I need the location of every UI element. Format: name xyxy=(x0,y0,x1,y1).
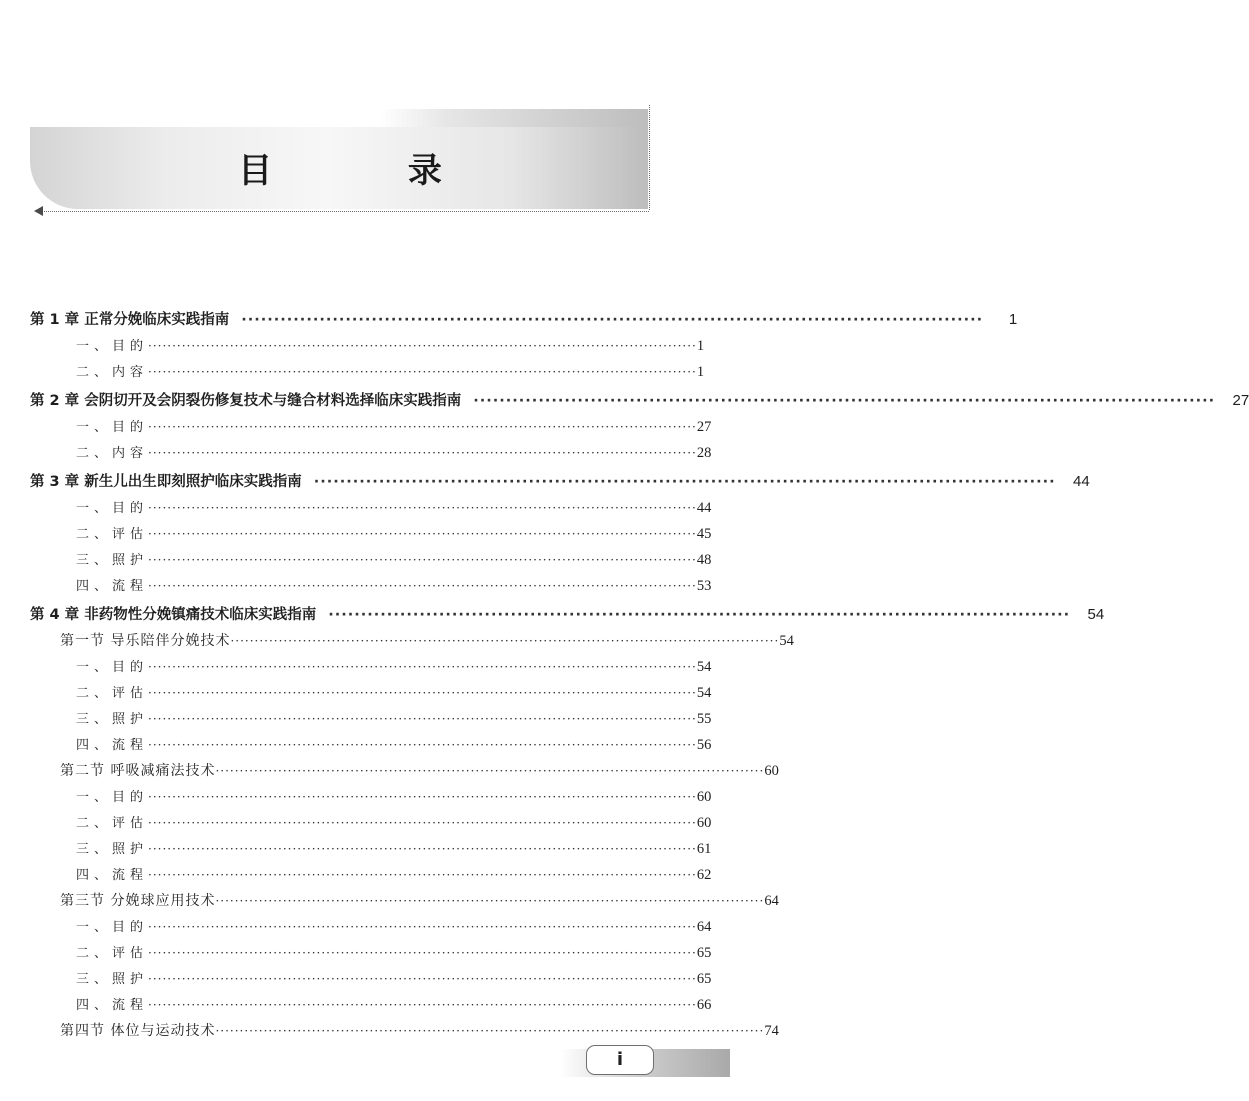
toc-page-number: 54 xyxy=(696,659,712,675)
toc-section-row xyxy=(30,628,794,654)
toc-item-row xyxy=(30,521,712,547)
toc-item-title: 三、照护 xyxy=(76,712,149,727)
table-of-contents xyxy=(30,305,1249,1044)
toc-item-row xyxy=(30,836,712,862)
dot-leader: ·················································································································· xyxy=(148,501,697,515)
toc-item-row xyxy=(30,862,712,888)
dot-leader: ·················································································································· xyxy=(215,764,765,778)
toc-page-number: 65 xyxy=(696,945,712,961)
toc-page-number: 27 xyxy=(696,419,712,435)
dot-leader: ·················································································································· xyxy=(148,972,697,986)
toc-item-title: 一、目的 xyxy=(76,920,149,935)
toc-item-row xyxy=(30,914,712,940)
toc-item-title: 一、目的 xyxy=(76,420,149,435)
banner-dotted-border-bottom xyxy=(42,211,649,212)
toc-item-title: 四、流程 xyxy=(76,579,149,594)
dot-leader: ·················································································································· xyxy=(148,790,697,804)
dot-leader: ·················································································································· xyxy=(241,312,984,328)
toc-item-title: 二、内容 xyxy=(76,365,149,380)
toc-page-number: 54 xyxy=(1087,606,1105,623)
toc-page-number: 64 xyxy=(696,919,712,935)
toc-item-row xyxy=(30,573,712,599)
toc-item-title: 二、评估 xyxy=(76,816,149,831)
toc-page-number: 61 xyxy=(696,841,712,857)
toc-item-row xyxy=(30,940,712,966)
dot-leader: ·················································································································· xyxy=(148,738,697,752)
dot-leader: ·················································································································· xyxy=(148,998,697,1012)
toc-item-title: 二、评估 xyxy=(76,686,149,701)
toc-item-row xyxy=(30,992,712,1018)
dot-leader: ·················································································································· xyxy=(215,1024,765,1038)
toc-section-title: 第二节 呼吸减痛法技术 xyxy=(60,763,216,779)
toc-page-number: 53 xyxy=(696,578,712,594)
dot-leader: ·················································································································· xyxy=(473,393,1216,409)
toc-item-row xyxy=(30,810,712,836)
toc-section-row xyxy=(30,888,779,914)
toc-chapter-row xyxy=(30,388,1249,414)
toc-page-number: 44 xyxy=(696,500,712,516)
dot-leader: ·················································································································· xyxy=(215,894,765,908)
title-banner-top-strip xyxy=(380,109,648,127)
toc-chapter-row xyxy=(30,602,1105,628)
toc-section-title: 第三节 分娩球应用技术 xyxy=(60,893,216,909)
toc-page-number: 44 xyxy=(1073,473,1090,490)
toc-page-number: 1 xyxy=(1008,311,1018,328)
dot-leader: ·················································································································· xyxy=(148,868,697,882)
toc-item-row xyxy=(30,495,712,521)
toc-item-row xyxy=(30,680,712,706)
toc-item-title: 三、照护 xyxy=(76,972,149,987)
dot-leader: ·················································································································· xyxy=(148,420,697,434)
toc-page-number: 45 xyxy=(696,526,712,542)
toc-page-number: 48 xyxy=(696,552,712,568)
toc-page-number: 60 xyxy=(764,763,779,779)
dot-leader: ·················································································································· xyxy=(148,365,697,379)
toc-page-number: 1 xyxy=(696,364,705,380)
dot-leader: ·················································································································· xyxy=(148,946,697,960)
toc-item-title: 四、流程 xyxy=(76,868,149,883)
toc-page-number: 60 xyxy=(696,815,712,831)
toc-item-title: 一、目的 xyxy=(76,790,149,805)
dot-leader: ·················································································································· xyxy=(148,660,697,674)
toc-page-number: 54 xyxy=(696,685,712,701)
toc-page-number: 62 xyxy=(696,867,712,883)
toc-item-row xyxy=(30,440,712,466)
toc-item-title: 二、评估 xyxy=(76,946,149,961)
toc-item-title: 二、内容 xyxy=(76,446,149,461)
toc-chapter-row xyxy=(30,307,1018,333)
toc-page-number: 1 xyxy=(696,338,705,354)
toc-item-title: 三、照护 xyxy=(76,553,149,568)
toc-item-row xyxy=(30,359,705,385)
dot-leader: ·················································································································· xyxy=(148,553,697,567)
arrow-left-icon xyxy=(34,206,43,216)
toc-page-number: 74 xyxy=(764,1023,779,1039)
dot-leader: ·················································································································· xyxy=(148,527,697,541)
dot-leader: ·················································································································· xyxy=(148,339,697,353)
toc-section-row xyxy=(30,758,779,784)
toc-page-number: 54 xyxy=(779,633,794,649)
toc-item-title: 一、目的 xyxy=(76,501,149,516)
dot-leader: ·················································································································· xyxy=(148,579,697,593)
toc-item-title: 四、流程 xyxy=(76,738,149,753)
toc-page-number: 56 xyxy=(696,737,712,753)
toc-item-row xyxy=(30,547,712,573)
toc-page-number: 28 xyxy=(696,445,712,461)
toc-chapter-title: 第 4 章 非药物性分娩镇痛技术临床实践指南 xyxy=(30,607,317,623)
page-number-tab: i xyxy=(586,1045,654,1075)
toc-chapter-title: 第 2 章 会阴切开及会阴裂伤修复技术与缝合材料选择临床实践指南 xyxy=(30,393,462,409)
toc-chapter-row xyxy=(30,469,1090,495)
dot-leader: ·················································································································· xyxy=(313,474,1056,490)
dot-leader: ·················································································································· xyxy=(328,607,1071,623)
toc-item-title: 一、目的 xyxy=(76,660,149,675)
dot-leader: ·················································································································· xyxy=(148,686,697,700)
toc-item-row xyxy=(30,414,712,440)
toc-item-row xyxy=(30,333,705,359)
dot-leader: ·················································································································· xyxy=(148,446,697,460)
toc-item-title: 三、照护 xyxy=(76,842,149,857)
toc-item-row xyxy=(30,784,712,810)
dot-leader: ·················································································································· xyxy=(148,816,697,830)
toc-chapter-title: 第 3 章 新生儿出生即刻照护临床实践指南 xyxy=(30,474,302,490)
dot-leader: ·················································································································· xyxy=(148,920,697,934)
toc-page-number: 60 xyxy=(696,789,712,805)
toc-item-row xyxy=(30,654,712,680)
toc-section-title: 第四节 体位与运动技术 xyxy=(60,1023,216,1039)
toc-chapter-title: 第 1 章 正常分娩临床实践指南 xyxy=(30,312,230,328)
dot-leader: ·················································································································· xyxy=(148,712,697,726)
toc-section-title: 第一节 导乐陪伴分娩技术 xyxy=(60,633,231,649)
toc-item-row xyxy=(30,706,712,732)
toc-page-number: 66 xyxy=(696,997,712,1013)
toc-item-title: 四、流程 xyxy=(76,998,149,1013)
toc-item-title: 一、目的 xyxy=(76,339,149,354)
dot-leader: ·················································································································· xyxy=(230,634,780,648)
toc-section-row xyxy=(30,1018,779,1044)
toc-item-title: 二、评估 xyxy=(76,527,149,542)
toc-page-number: 55 xyxy=(696,711,712,727)
toc-page-number: 65 xyxy=(696,971,712,987)
dot-leader: ·················································································································· xyxy=(148,842,697,856)
page-title: 目 录 xyxy=(238,151,504,191)
toc-item-row xyxy=(30,732,712,758)
toc-item-row xyxy=(30,966,712,992)
toc-page-number: 27 xyxy=(1232,392,1249,409)
toc-page-number: 64 xyxy=(764,893,779,909)
